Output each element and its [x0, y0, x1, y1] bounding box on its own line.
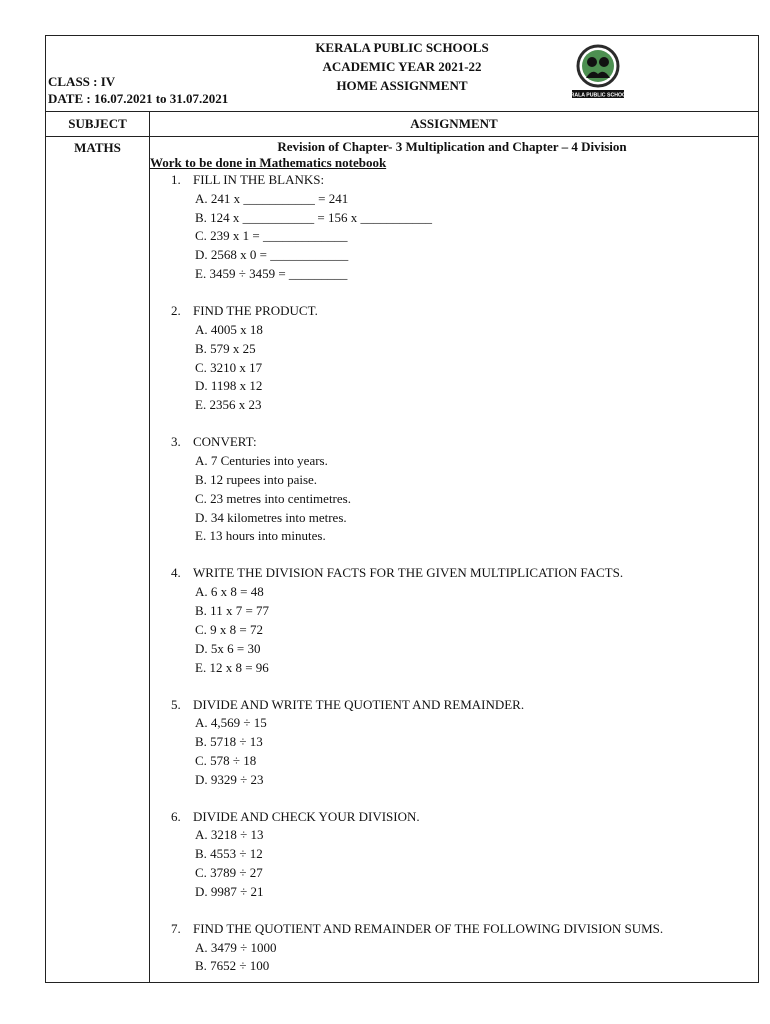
question-item: D. 9329 ÷ 23: [195, 771, 264, 787]
academic-year: ACADEMIC YEAR 2021-22: [322, 59, 482, 74]
question-item: A. 3479 ÷ 1000: [195, 939, 277, 955]
subject-name: MATHS: [74, 140, 121, 155]
question-item: B. 5718 ÷ 13: [195, 734, 263, 749]
question-block: [150, 302, 754, 415]
question-block: [150, 171, 754, 284]
school-logo: [566, 40, 630, 104]
question-title: FIND THE PRODUCT.: [193, 303, 318, 319]
question-heading: [150, 564, 754, 583]
question-item: B. 12 rupees into paise.: [195, 471, 318, 487]
question-number: 6.: [171, 808, 181, 824]
assignment-sheet: [45, 35, 759, 983]
question-item: C. 3789 ÷ 27: [195, 865, 263, 881]
question-item: B. 124 x ___________ = 156 x ___________: [195, 209, 433, 225]
question-item: A. 4,569 ÷ 15: [195, 715, 267, 731]
question-items: [150, 190, 754, 285]
question-items: [150, 939, 754, 977]
question-title: FILL IN THE BLANKS:: [193, 172, 325, 187]
question-title: DIVIDE AND WRITE THE QUOTIENT AND REMAINDER.: [193, 696, 525, 712]
question-block: [150, 433, 754, 546]
question-number: 7.: [171, 920, 181, 936]
question-number: 5.: [171, 696, 181, 712]
question-spacer: [150, 546, 754, 564]
question-title: WRITE THE DIVISION FACTS FOR THE GIVEN MULTIPLICATION FACTS.: [193, 565, 624, 581]
question-title: CONVERT:: [193, 434, 257, 450]
question-spacer: [150, 790, 754, 808]
assignment-type: HOME ASSIGNMENT: [336, 78, 468, 93]
class-info: [48, 73, 228, 107]
question-number: 4.: [171, 565, 181, 581]
question-spacer: [150, 902, 754, 920]
question-spacer: [150, 415, 754, 433]
question-items: [150, 826, 754, 902]
question-item: D. 9987 ÷ 21: [195, 884, 264, 900]
question-heading: [150, 302, 754, 321]
subject-column-header: SUBJECT: [68, 116, 127, 131]
question-item: D. 2568 x 0 = ____________: [195, 247, 349, 263]
svg-text:KERALA PUBLIC SCHOOLS: KERALA PUBLIC SCHOOLS: [566, 92, 630, 99]
question-item: A. 6 x 8 = 48: [195, 583, 264, 599]
question-item: E. 2356 x 23: [195, 397, 262, 413]
question-item: D. 34 kilometres into metres.: [195, 509, 347, 525]
table-header-divider: [46, 136, 758, 137]
question-title: FIND THE QUOTIENT AND REMAINDER OF THE FOLLOWING DIVISION SUMS.: [193, 920, 664, 936]
question-item: B. 4553 ÷ 12: [195, 846, 263, 862]
instruction: Work to be done in Mathematics notebook: [150, 155, 387, 170]
question-item: B. 7652 ÷ 100: [195, 958, 270, 974]
question-item: C. 578 ÷ 18: [195, 752, 257, 768]
question-block: [150, 696, 754, 790]
question-spacer: [150, 284, 754, 302]
question-item: E. 3459 ÷ 3459 = _________: [195, 266, 348, 282]
question-items: [150, 583, 754, 678]
question-item: C. 9 x 8 = 72: [195, 621, 264, 637]
question-heading: [150, 808, 754, 827]
question-item: A. 7 Centuries into years.: [195, 452, 328, 468]
question-number: 3.: [171, 434, 181, 450]
question-item: C. 23 metres into centimetres.: [195, 490, 351, 506]
question-heading: [150, 433, 754, 452]
question-item: C. 239 x 1 = _____________: [195, 228, 348, 244]
question-item: A. 3218 ÷ 13: [195, 827, 264, 843]
question-items: [150, 714, 754, 790]
question-item: C. 3210 x 17: [195, 359, 263, 375]
school-name: KERALA PUBLIC SCHOOLS: [315, 40, 489, 55]
question-block: [150, 808, 754, 902]
question-number: 2.: [171, 303, 181, 319]
header-divider: [46, 111, 758, 112]
question-item: A. 4005 x 18: [195, 321, 263, 337]
question-list: [150, 171, 754, 976]
question-item: E. 12 x 8 = 96: [195, 659, 269, 675]
question-spacer: [150, 678, 754, 696]
question-block: [150, 564, 754, 677]
question-number: 1.: [171, 172, 181, 187]
topic-title: Revision of Chapter- 3 Multiplication and Chapter – 4 Division: [277, 139, 627, 154]
question-item: A. 241 x ___________ = 241: [195, 190, 349, 206]
question-items: [150, 452, 754, 547]
question-item: E. 13 hours into minutes.: [195, 528, 326, 544]
class-label: CLASS : IV: [48, 74, 116, 89]
assignment-column-header: ASSIGNMENT: [410, 116, 498, 131]
question-title: DIVIDE AND CHECK YOUR DIVISION.: [193, 808, 420, 824]
question-heading: [150, 171, 754, 190]
question-items: [150, 321, 754, 416]
question-item: D. 1198 x 12: [195, 378, 263, 394]
question-heading: [150, 696, 754, 715]
question-heading: [150, 920, 754, 939]
question-item: D. 5x 6 = 30: [195, 640, 261, 656]
assignment-content: [150, 139, 754, 976]
question-block: [150, 920, 754, 976]
date-range: DATE : 16.07.2021 to 31.07.2021: [48, 91, 229, 106]
question-item: B. 579 x 25: [195, 340, 256, 356]
question-item: B. 11 x 7 = 77: [195, 602, 270, 618]
